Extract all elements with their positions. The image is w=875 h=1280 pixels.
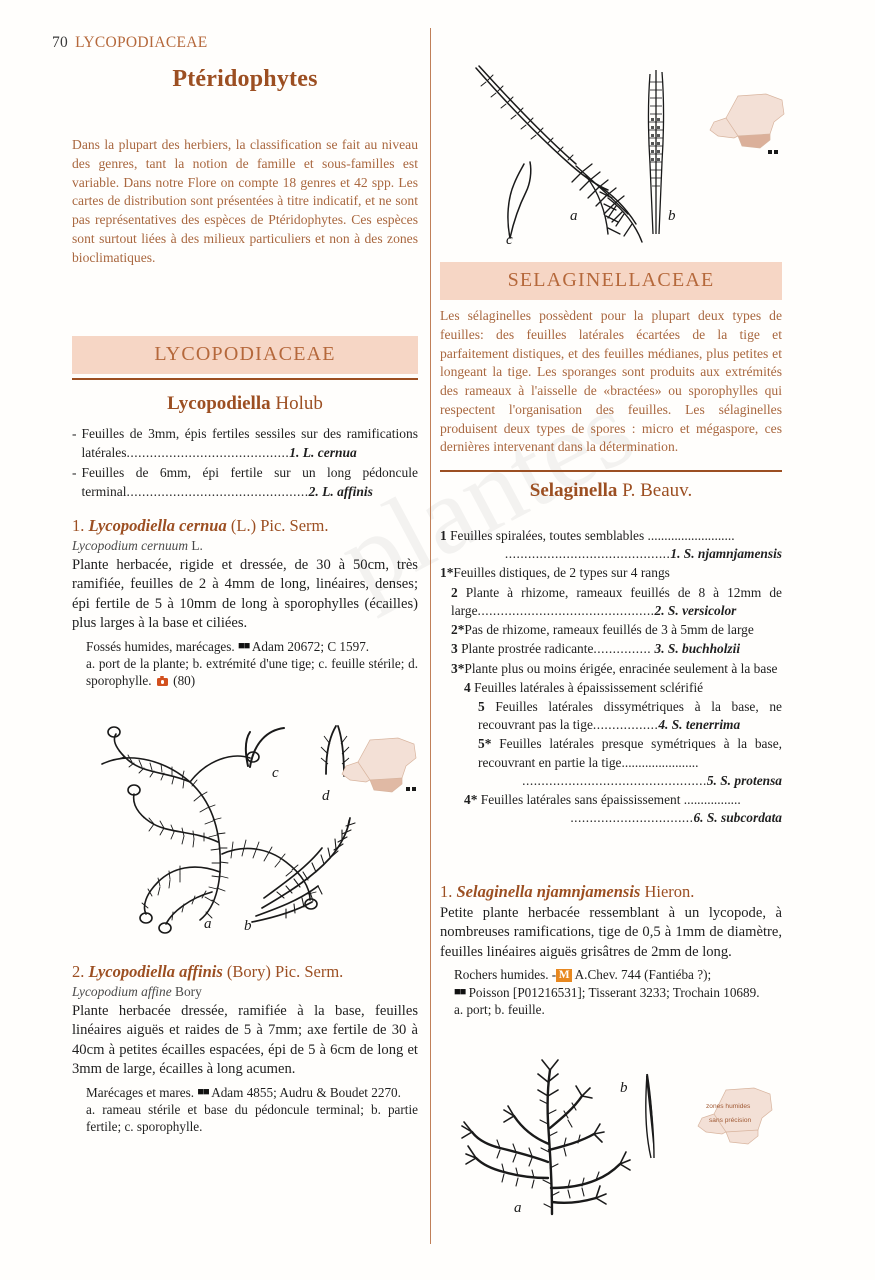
key-statement: Feuilles distiques, de 2 types sur 4 rangs — [453, 565, 670, 581]
specimen-list: Adam 4855; Audru & Boudet 2270. — [211, 1084, 401, 1100]
figure-label-d: d — [322, 788, 330, 804]
key-result: 1. S. njamnjamensis — [670, 546, 782, 562]
species-author: (Bory) Pic. Serm. — [226, 962, 344, 981]
species-binomial: Selaginella njamnjamensis — [456, 882, 641, 901]
key-statement: Feuilles latérales à épaississement sclérifié — [474, 679, 704, 695]
species-heading — [72, 516, 418, 536]
figure-label-b: b — [244, 918, 252, 934]
specimen-marker-icon: ■■ — [197, 1085, 209, 1098]
lycopodiaceae-section — [72, 336, 418, 503]
key-line — [451, 640, 782, 658]
genus-author: Holub — [275, 393, 323, 414]
figure-label-a: a — [204, 916, 212, 932]
figure-label-b: b — [668, 208, 676, 224]
key-result: 3. S. buchholzii — [654, 641, 741, 657]
species-author: Hieron. — [644, 882, 695, 901]
specimen-marker-icon: ■■ — [454, 985, 466, 998]
species-notes — [454, 966, 782, 1018]
genus-name: Lycopodiella — [167, 393, 271, 414]
dash-marker: - — [551, 967, 557, 983]
key-line — [478, 735, 782, 790]
species-notes — [86, 638, 418, 690]
key-result: 4. S. tenerrima — [658, 717, 741, 733]
key-line — [440, 527, 782, 563]
figure-label-b: b — [620, 1080, 628, 1096]
family-name: LYCOPODIACEAE — [154, 343, 336, 365]
key-statement: Feuilles latérales presque symétriques à la base, recouvrant en partie la tige....................... — [478, 736, 782, 770]
species-heading — [72, 962, 418, 982]
key-lead: 4* — [464, 792, 478, 808]
species-entry-njamnjamensis — [440, 878, 782, 1018]
key-statement: Feuilles de 3mm, épis fertiles sessiles sur des ramifications latérales — [81, 426, 418, 460]
specimen-list: Adam 20672; C 1597. — [251, 638, 370, 654]
family-intro-paragraph: Les sélaginelles possèdent pour la plupart deux types de feuilles: des feuilles latérales écartées de la tige et parfaitement distiques, et des feuilles médianes, plus petites et longeant la tige. Les sporanges sont produits aux extrémités des rameaux à l'aisselle de «bractées» ou sporophylles qui respectent l'organisation des feuilles. Les sélaginelles produisent deux types de spores : micro et mégaspore, ces dernières intervenant dans la détermination. — [440, 308, 782, 455]
species-number: 1. — [440, 882, 453, 901]
key-dots: ........................................... — [504, 546, 671, 562]
species-heading — [440, 882, 782, 902]
selaginellaceae-section — [440, 262, 782, 457]
species-description: Petite plante herbacée ressemblant à un lycopode, à nombreuses ramifications, tige de 0,5 à 1mm de diamètre, feuilles linéaires aiguës grisâtres de 2mm de long. — [440, 905, 782, 960]
column-divider — [430, 28, 431, 1244]
key-result: 2. S. versicolor — [654, 602, 737, 618]
key-dots: ................................ — [570, 810, 694, 826]
key-lead: 2 — [451, 584, 458, 600]
key-dots: ............... — [593, 641, 652, 657]
species-description: Plante herbacée dressée, ramifiée à la base, feuilles linéaires aiguës et raides de 5 à 7mm; axe fertile de 30 à 40cm à petites écailles espacées, épi de 5 à 6cm de long et 3mm de large, écailles à long acumen. — [72, 1003, 418, 1078]
specimen-marker-icon: ■■ — [238, 639, 250, 652]
key-lead: 1 — [440, 528, 447, 543]
key-statement: Plante prostrée radicante — [461, 641, 594, 657]
species-binomial: Lycopodiella cernua — [88, 516, 227, 535]
specimen-list-m: A.Chev. 744 (Fantiéba ?); — [574, 967, 712, 983]
intro-paragraph: Dans la plupart des herbiers, la classification se fait au niveau des genres, tant la notion de famille et sous-familles est variable. Dans notre Flore on compte 18 genres et 42 spp. Les cartes de distribution sont présentées à titre indicatif, et ne sont pas représentatives des espèces de Ptéridophytes. Ces espèces sont surtout liées à des milieux particuliers et non à des zones bioclimatiques. — [72, 137, 418, 265]
key-lead: 4 — [464, 679, 471, 695]
key-dots: .......................................... — [126, 444, 290, 460]
species-description: Plante herbacée, rigide et dressée, de 30 à 50cm, très ramifiée, feuilles de 2 à 4mm de long, linéaires, denses; épi fertile de 5 à 10mm de long à sporophylles (écailles) plus larges à la base et ciliées. — [72, 557, 418, 632]
folio-number: 70 — [52, 34, 69, 51]
family-band-selaginellaceae — [440, 262, 782, 300]
genus-name: Selaginella — [529, 479, 618, 501]
key-line — [72, 464, 418, 502]
figure-caption: a. port; b. feuille. — [454, 1002, 545, 1018]
key-lead: 5 — [478, 698, 485, 714]
key-marker: - — [72, 464, 77, 480]
key-lead: 5* — [478, 736, 492, 752]
species-synonym — [72, 538, 418, 554]
key-line — [478, 698, 782, 734]
synonym-author: Bory — [175, 984, 202, 999]
species-number: 2. — [72, 962, 85, 981]
genus-heading-lycopodiella — [72, 393, 418, 415]
herbarium-marker-badge: M — [556, 969, 572, 982]
figure-label-c: c — [506, 232, 513, 246]
key-dots: ................. — [592, 717, 659, 733]
synonym-name: Lycopodium affine — [72, 984, 172, 999]
key-line — [464, 679, 782, 697]
figure-caption: a. port de la plante; b. extrémité d'une tige; c. feuille stérile; d. sporophylle. — [86, 656, 418, 689]
running-head — [52, 34, 207, 52]
figure-selaginella-njamnjamensis — [448, 1052, 698, 1222]
key-statement: Feuilles latérales sans épaississement ................. — [480, 792, 741, 808]
key-statement: Feuilles latérales dissymétriques à la base, ne recouvrant pas la tige — [478, 698, 782, 733]
key-line — [464, 791, 782, 827]
species-entry-cernua — [72, 512, 418, 690]
key-lead: 3* — [451, 660, 465, 676]
species-number: 1. — [72, 516, 85, 535]
key-dots: ............................................... — [126, 483, 309, 499]
key-statement: Plante à rhizome, rameaux feuillés de 8 à 12mm de large — [451, 584, 782, 618]
key-lycopodiella — [72, 425, 418, 502]
genus-rule — [440, 470, 782, 472]
figure-label-c: c — [272, 765, 279, 781]
key-result: 2. L. affinis — [308, 483, 373, 499]
habitat-text: Rochers humides. — [454, 967, 549, 983]
key-line — [72, 425, 418, 463]
family-rule — [72, 378, 418, 380]
map-legend-line-2: sans précision — [709, 1117, 752, 1124]
distribution-map-njamnjamensis — [694, 1082, 780, 1163]
key-statement: Feuilles spiralées, toutes semblables .......................... — [450, 528, 735, 543]
specimen-list: Poisson [P01216531]; Tisserant 3233; Trochain 10689. — [468, 984, 760, 1000]
figure-label-a: a — [570, 208, 578, 224]
key-result: 6. S. subcordata — [693, 810, 782, 826]
species-author: (L.) Pic. Serm. — [230, 516, 329, 535]
distribution-map-affinis — [708, 88, 788, 163]
key-marker: - — [72, 426, 77, 441]
key-lead: 3 — [451, 641, 458, 657]
species-synonym — [72, 984, 418, 1000]
key-dots: .............................................. — [477, 602, 655, 618]
key-result: 5. S. protensa — [706, 772, 782, 788]
plate-reference: (80) — [173, 673, 196, 689]
figure-caption: a. rameau stérile et base du pédoncule terminal; b. partie fertile; c. sporophylle. — [86, 1102, 418, 1135]
key-line — [451, 621, 782, 639]
key-result: 1. L. cernua — [289, 444, 357, 460]
camera-icon — [157, 678, 168, 686]
habitat-text: Fossés humides, marécages. — [86, 638, 235, 654]
genus-heading-selaginella — [440, 480, 782, 502]
species-binomial: Lycopodiella affinis — [88, 962, 223, 981]
genus-author: P. Beauv. — [622, 479, 693, 501]
key-statement: Plante plus ou moins érigée, enracinée seulement à la base — [464, 660, 778, 676]
key-statement: Pas de rhizome, rameaux feuillés de 3 à 5mm de large — [464, 622, 754, 638]
key-lead: 1* — [440, 565, 454, 581]
running-head-family: LYCOPODIACEAE — [75, 34, 208, 51]
key-selaginella — [440, 527, 782, 829]
key-line — [451, 584, 782, 620]
distribution-map-cernua — [340, 732, 420, 807]
key-text — [82, 464, 419, 502]
habitat-text: Marécages et mares. — [86, 1084, 195, 1100]
key-line — [451, 660, 782, 678]
genus-block-selaginella — [440, 470, 782, 512]
family-band-lycopodiaceae — [72, 336, 418, 374]
figure-lycopodiella-affinis — [448, 58, 698, 246]
key-lead: 2* — [451, 622, 465, 638]
figure-label-a: a — [514, 1200, 522, 1216]
key-text — [82, 425, 419, 463]
species-entry-affinis — [72, 958, 418, 1136]
synonym-name: Lycopodium cernuum — [72, 538, 189, 553]
key-line — [440, 564, 782, 582]
synonym-author: L. — [191, 538, 203, 553]
key-statement: Feuilles de 6mm, épi fertile sur un long pédoncule terminal — [81, 464, 418, 499]
family-name: SELAGINELLACEAE — [507, 269, 715, 291]
page-title: Ptéridophytes — [172, 66, 318, 92]
left-column — [72, 136, 418, 267]
species-notes — [86, 1084, 418, 1136]
key-dots: ................................................ — [522, 772, 707, 788]
map-legend-line-1: zones humides — [706, 1103, 751, 1110]
